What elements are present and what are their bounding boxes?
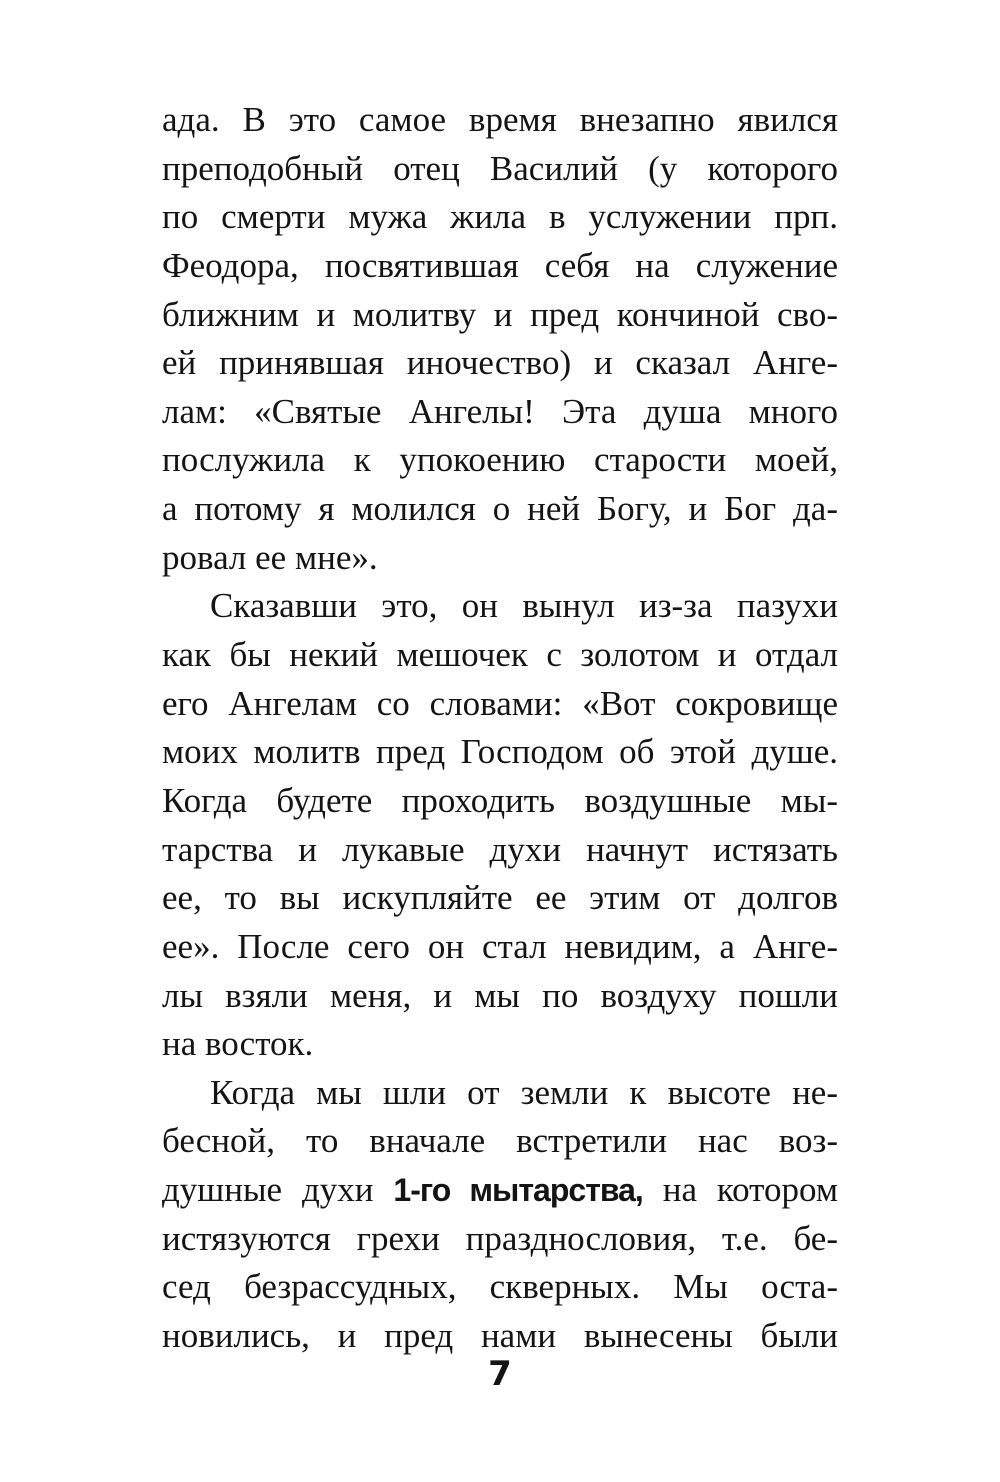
text-line: ей принявшая иночество) и сказал Анге- (162, 343, 838, 383)
page-number: 7 (488, 1354, 512, 1394)
text-run: на котором (642, 1170, 838, 1210)
text-line: на восток. (162, 1024, 314, 1064)
text-line: бесной, то вначале встретили нас воз- (162, 1121, 838, 1161)
text-line: ее, то вы искупляйте ее этим от долгов (162, 878, 838, 918)
text-line: Феодора, посвятившая себя на служение (162, 245, 838, 285)
toll-house-heading: 1-го мытарства, (393, 1172, 643, 1209)
text-line: по смерти мужа жила в услужении прп. (162, 197, 838, 237)
text-line: тарства и лукавые духи начнут истязать (162, 829, 838, 869)
text-line: Сказавши это, он вынул из-за пазухи (210, 586, 838, 626)
text-line: лам: «Святые Ангелы! Эта душа много (162, 391, 838, 431)
text-run: душные духи (162, 1170, 394, 1210)
body-text (162, 96, 838, 1361)
text-line: а потому я молился о ней Богу, и Бог да- (162, 489, 838, 529)
text-line: Когда будете проходить воздушные мы- (162, 780, 838, 820)
text-line: Когда мы шли от земли к высоте не- (210, 1072, 838, 1112)
text-line: моих молитв пред Господом об этой душе. (162, 732, 838, 772)
text-line: послужила к упокоению старости моей, (162, 440, 838, 480)
text-line: ровал ее мне». (162, 537, 378, 577)
text-line: ближним и молитву и пред кончиной сво- (162, 294, 838, 334)
text-line: сед безрассудных, скверных. Мы оста- (162, 1267, 838, 1307)
text-line: преподобный отец Василий (у которого (162, 148, 838, 188)
text-line: истязуются грехи празднословия, т.е. бе- (162, 1218, 838, 1258)
text-line (162, 1166, 838, 1215)
text-line: его Ангелам со словами: «Вот сокровище (162, 683, 838, 723)
text-line: ада. В это самое время внезапно явился (162, 100, 838, 139)
text-line: как бы некий мешочек с золотом и отдал (162, 635, 838, 675)
text-line: новились, и пред нами вынесены были (162, 1316, 838, 1356)
text-line: ее». После сего он стал невидим, а Анге- (162, 926, 838, 966)
text-line: лы взяли меня, и мы по воздуху пошли (162, 975, 838, 1015)
